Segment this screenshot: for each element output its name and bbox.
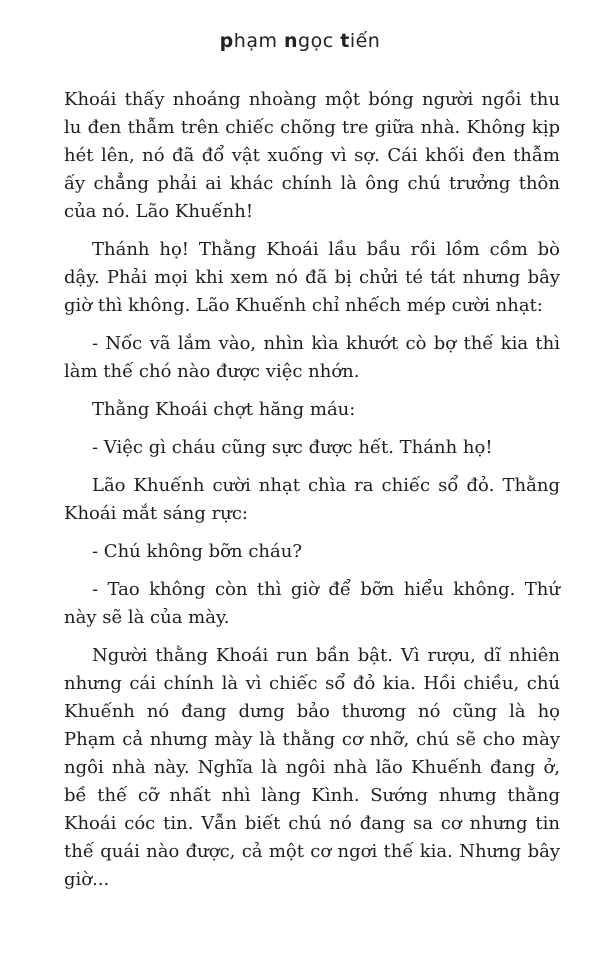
header-letter-n: n xyxy=(284,30,299,52)
paragraph-1: Khoái thấy nhoáng nhoàng một bóng người ngồi thu lu đen thẫm trên chiếc chõng tre giữa nhà. Không kịp hét lên, nó đã đổ vật xuống vì sợ. Cái khối đen thẫm ấy chẳng phải ai khác chính là ông chú trưởng thôn của nó. Lão Khuếnh! xyxy=(64,89,560,222)
page-header xyxy=(0,30,600,52)
header-text-goc: gọc xyxy=(298,30,341,52)
header-text-ien: iến xyxy=(349,30,381,52)
paragraph-2: Thánh họ! Thằng Khoái lầu bầu rồi lồm cồm bò dậy. Phải mọi khi xem nó đã bị chửi té tát nhưng bây giờ thì không. Lão Khuếnh chỉ nhếch mép cười nhạt: xyxy=(64,239,560,316)
page-body xyxy=(64,86,560,904)
paragraph-4: Thằng Khoái chợt hăng máu: xyxy=(92,399,356,420)
paragraph-5: - Việc gì cháu cũng sực được hết. Thánh họ! xyxy=(92,437,493,458)
header-letter-t: t xyxy=(340,30,350,52)
header-text-ham: hạm xyxy=(233,30,285,52)
paragraph-3: - Nốc vã lắm vào, nhìn kìa khướt cò bợ thế kia thì làm thế chó nào được việc nhớn. xyxy=(64,333,560,382)
paragraph-7: - Chú không bỡn cháu? xyxy=(92,541,302,562)
header-letter-p: p xyxy=(219,30,234,52)
paragraph-6: Lão Khuếnh cười nhạt chìa ra chiếc sổ đỏ. Thằng Khoái mắt sáng rực: xyxy=(64,475,560,524)
paragraph-8: - Tao không còn thì giờ để bỡn hiểu không. Thứ này sẽ là của mày. xyxy=(64,579,560,628)
paragraph-9: Người thằng Khoái run bần bật. Vì rượu, dĩ nhiên nhưng cái chính là vì chiếc sổ đỏ kia. Hồi chiều, chú Khuếnh nó đang dưng bảo thương nó cũng là họ Phạm cả nhưng mày là thằng cơ nhỡ, chú sẽ cho mày ngôi nhà này. Nghĩa là ngôi nhà lão Khuếnh đang ở, bề thế cỡ nhất nhì làng Kình. Sướng nhưng thằng Khoái cóc tin. Vẫn biết chú nó đang sa cơ nhưng tin thế quái nào được, cả một cơ ngơi thế kia. Nhưng bây giờ... xyxy=(64,645,560,890)
